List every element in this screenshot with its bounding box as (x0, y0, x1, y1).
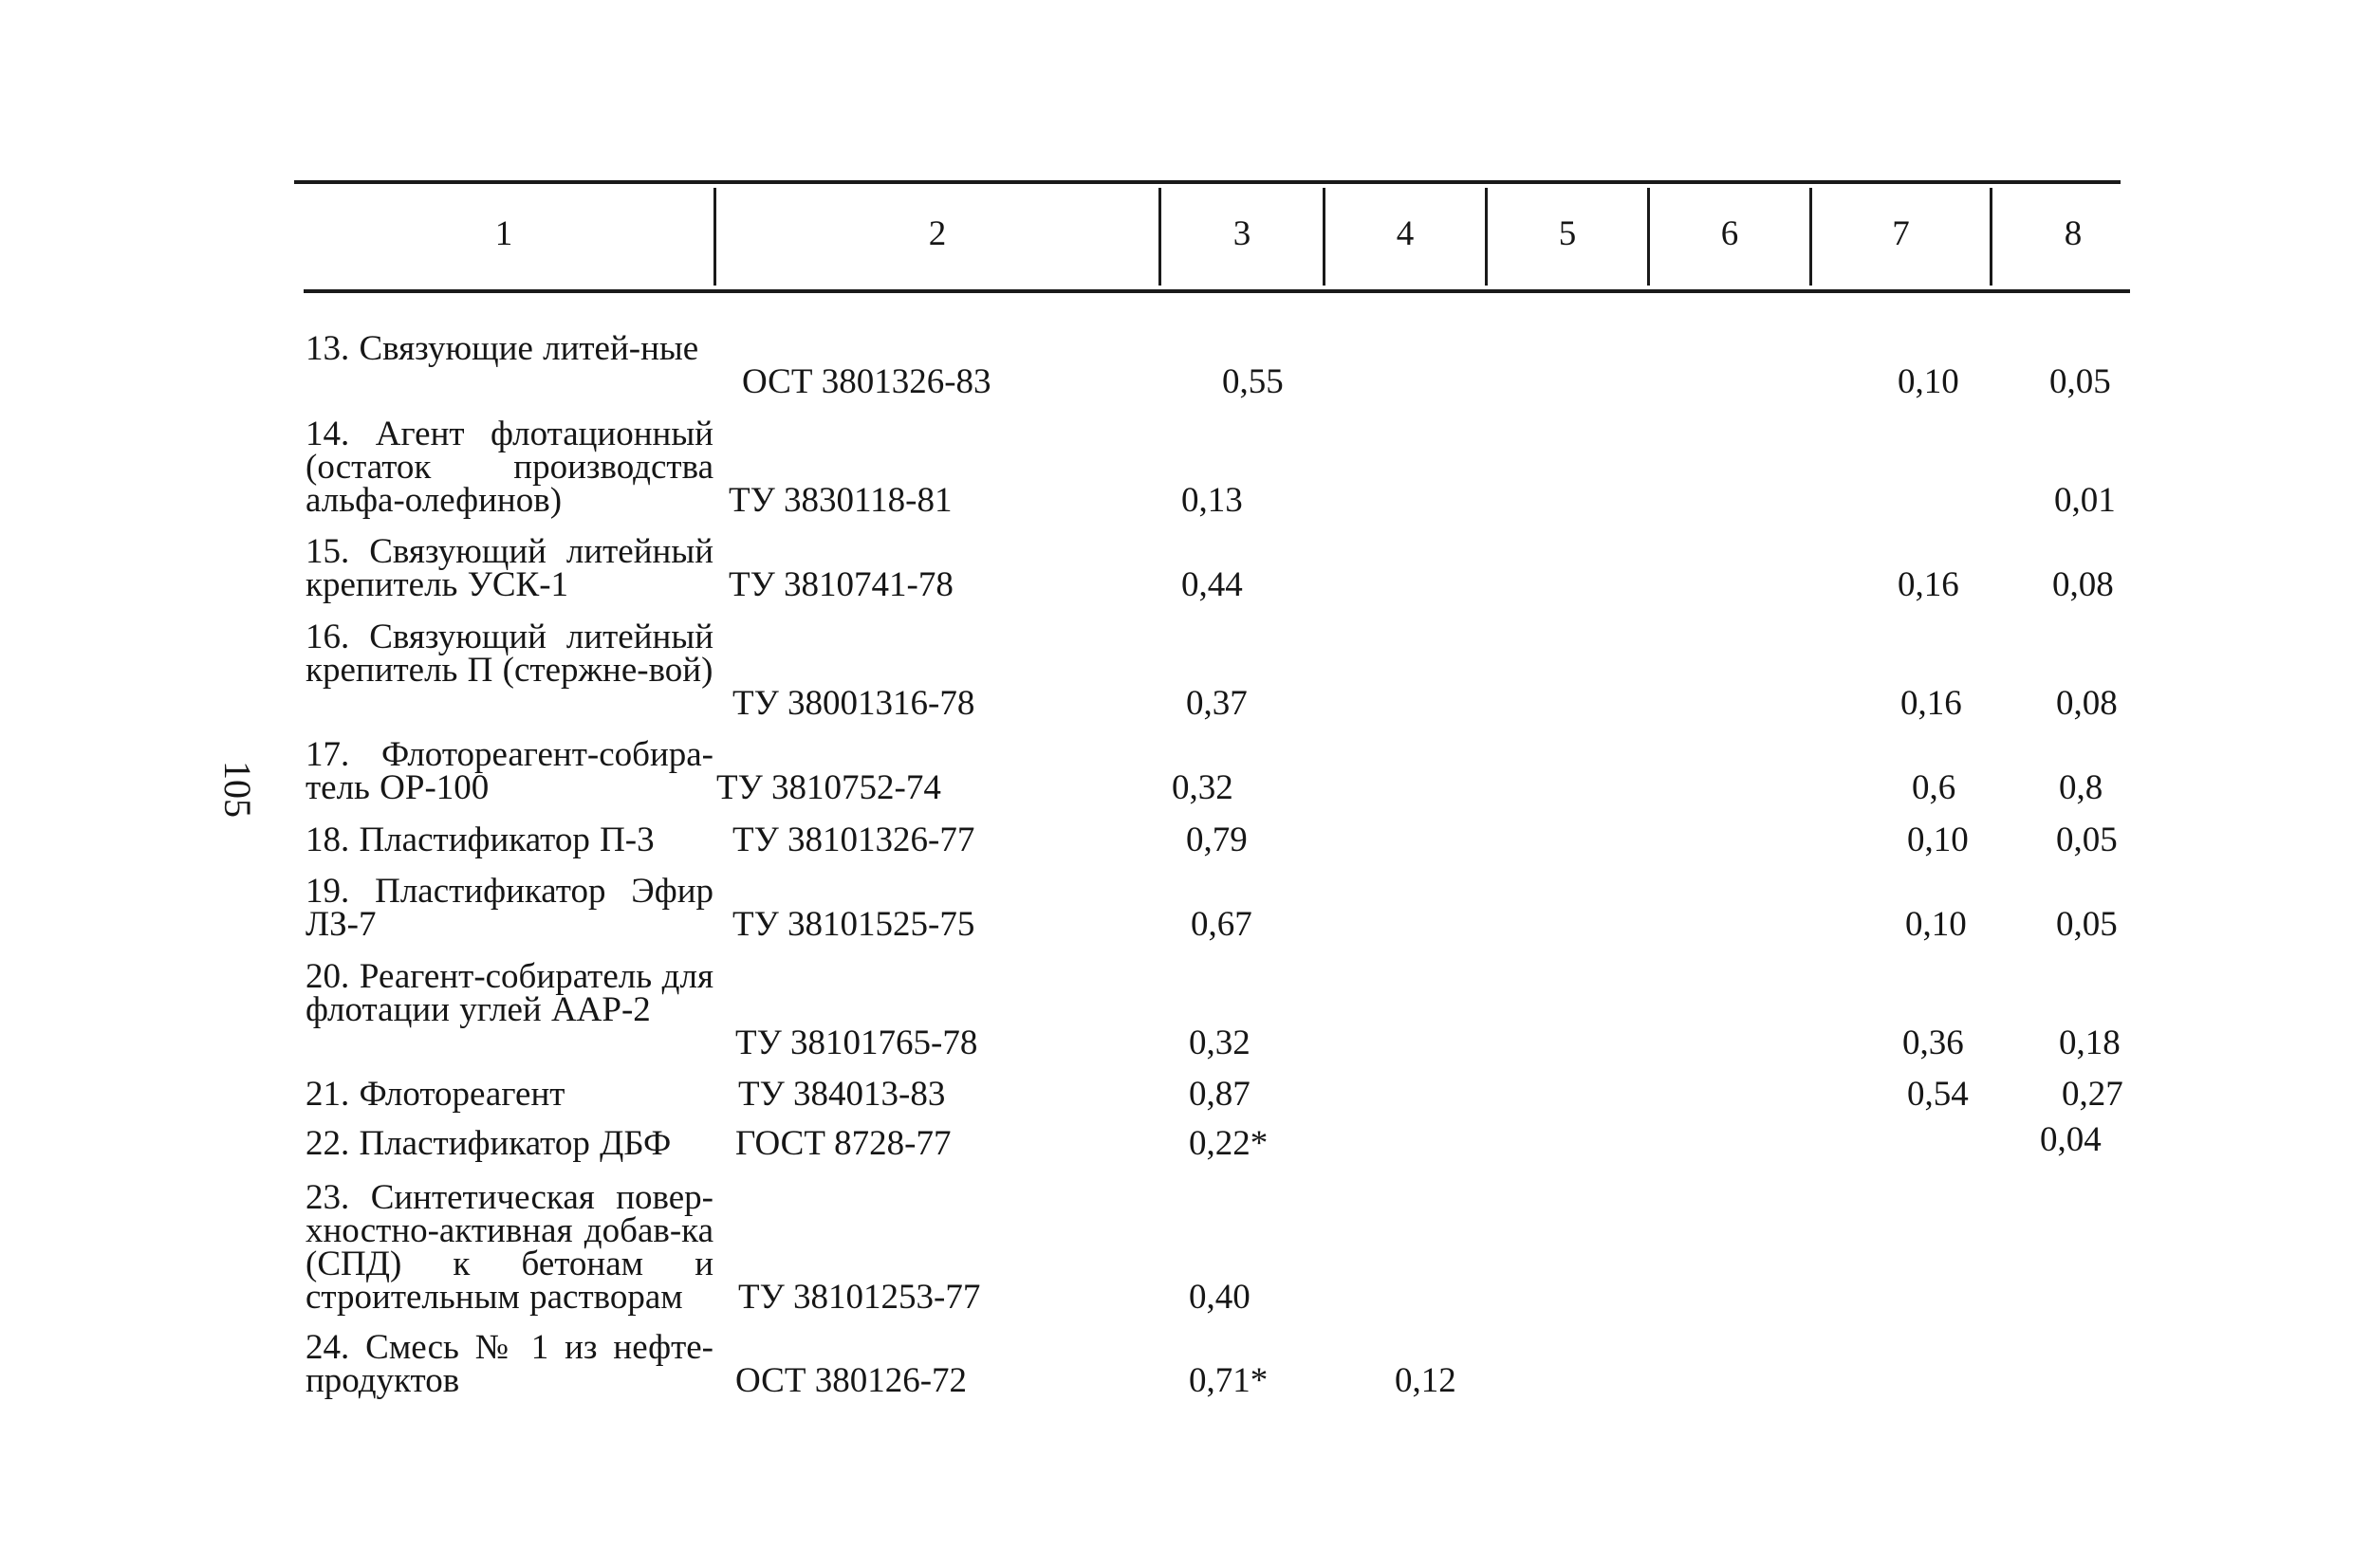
row-value-col7: 0,10 (1898, 362, 1959, 401)
row-value-col7: 0,54 (1907, 1075, 1969, 1114)
row-value-col8: 0,08 (2052, 565, 2114, 604)
row-value-col7: 0,10 (1905, 905, 1967, 944)
row-document: ТУ 38101326-77 (732, 821, 975, 859)
row-value-col3: 0,67 (1191, 905, 1252, 944)
header-cell-2: 2 (928, 214, 947, 253)
row-value-col8: 0,8 (2059, 768, 2103, 807)
row-document: ТУ 38101253-77 (738, 1278, 981, 1317)
row-name: 14. Агент флотационный (остаток производства альфа-олефинов) (306, 415, 713, 520)
row-name: 17. Флотореагент-собира-тель ОР-100 (306, 735, 713, 807)
row-value-col7: 0,16 (1900, 684, 1962, 723)
row-value-col3: 0,44 (1181, 565, 1243, 604)
header-cell-6: 6 (1720, 214, 1739, 253)
row-value-col3: 0,13 (1181, 481, 1243, 520)
row-value-col3: 0,55 (1222, 362, 1284, 401)
row-document: ТУ 38101525-75 (732, 905, 975, 944)
table-top-rule (294, 180, 2121, 184)
row-document: ТУ 38101765-78 (735, 1024, 978, 1062)
row-value-col8: 0,08 (2056, 684, 2118, 723)
row-document: ТУ 384013-83 (738, 1075, 946, 1114)
row-name: 23. Синтетическая повер-хностно-активная добав-ка (СПД) к бетонам и строительным растворам (306, 1178, 713, 1317)
header-cell-1: 1 (494, 214, 513, 253)
row-value-col8: 0,04 (2040, 1120, 2102, 1159)
row-name: 18. Пластификатор П-3 (306, 821, 655, 859)
page-number: 105 (216, 761, 259, 818)
row-name: 20. Реагент-собиратель для флотации углей ААР-2 (306, 957, 713, 1029)
row-value-col8: 0,05 (2049, 362, 2111, 401)
row-document: ТУ 3810741-78 (729, 565, 954, 604)
row-document: ТУ 3830118-81 (729, 481, 953, 520)
row-value-col7: 0,16 (1898, 565, 1959, 604)
row-name: 13. Связующие литей-ные (306, 329, 699, 368)
row-value-col8: 0,01 (2054, 481, 2116, 520)
row-value-col3: 0,87 (1189, 1075, 1251, 1114)
row-document: ГОСТ 8728-77 (735, 1124, 952, 1163)
row-value-col8: 0,05 (2056, 905, 2118, 944)
row-document: ОСТ 380126-72 (735, 1361, 968, 1400)
header-bottom-rule (304, 289, 2130, 293)
header-cell-5: 5 (1558, 214, 1577, 253)
row-name: 19. Пластификатор Эфир ЛЗ-7 (306, 872, 713, 944)
row-name: 22. Пластификатор ДБФ (306, 1124, 672, 1163)
row-value-col7: 0,36 (1902, 1024, 1964, 1062)
row-value-col3: 0,40 (1189, 1278, 1251, 1317)
row-value-col7: 0,6 (1912, 768, 1956, 807)
row-document: ТУ 38001316-78 (732, 684, 975, 723)
row-document: ТУ 3810752-74 (716, 768, 941, 807)
row-value-col8: 0,18 (2059, 1024, 2121, 1062)
row-name: 16. Связующий литейный крепитель П (стержне-вой) (306, 618, 713, 690)
row-name: 24. Смесь № 1 из нефте-продуктов (306, 1328, 713, 1400)
row-name: 15. Связующий литейный крепитель УСК-1 (306, 532, 713, 604)
row-value-col8: 0,27 (2062, 1075, 2123, 1114)
header-cell-7: 7 (1892, 214, 1910, 253)
row-value-col3: 0,37 (1186, 684, 1248, 723)
header-cell-3: 3 (1232, 214, 1251, 253)
row-value-col3: 0,32 (1189, 1024, 1251, 1062)
row-value-col3: 0,71* (1189, 1361, 1269, 1400)
row-value-col3: 0,79 (1186, 821, 1248, 859)
row-value-col8: 0,05 (2056, 821, 2118, 859)
row-value-col3: 0,22* (1189, 1124, 1269, 1163)
row-value-col7: 0,10 (1907, 821, 1969, 859)
row-document: ОСТ 3801326-83 (742, 362, 991, 401)
header-cell-4: 4 (1396, 214, 1415, 253)
header-cell-8: 8 (2064, 214, 2083, 253)
row-value-col3: 0,32 (1172, 768, 1233, 807)
row-name: 21. Флотореагент (306, 1075, 565, 1114)
row-value-col4: 0,12 (1395, 1361, 1456, 1400)
